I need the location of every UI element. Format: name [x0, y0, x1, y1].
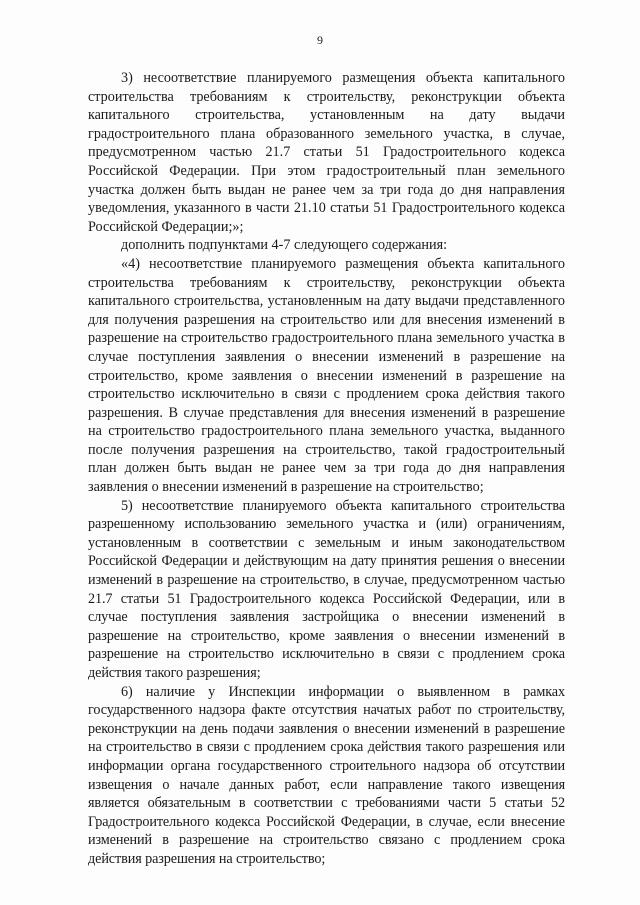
paragraph-item-6: 6) наличие у Инспекции информации о выявленном в рамках государственного надзора факте отсутствия начатых работ по строительству, реконструкции на день подачи заявления о внесении изменений в разрешение на строительство в связи с продлением срока действия такого разрешения или информации органа государственного строительного надзора об отсутствии извещения о начале данных работ, если направление такого извещения является обязательным в соответствии с требованиями части 5 статьи 52 Градостроительного кодекса Российской Федерации, в случае, если внесение изменений в разрешение на строительство связано с продлением срока действия разрешения на строительство;	[88, 683, 565, 867]
paragraph-item-3: 3) несоответствие планируемого размещения объекта капитального строительства требованиям к строительству, реконструкции объекта капитального строительства, установленным на дату выдачи градостроительного плана образованного земельного участка, в случае, предусмотренном частью 21.7 статьи 51 Градостроительного кодекса Российской Федерации. При этом градостроительный план земельного участка должен быть выдан не ранее чем за три года до дня направления уведомления, указанного в части 21.10 статьи 51 Градостроительного кодекса Российской Федерации;»;	[88, 70, 565, 235]
page-number: 9	[317, 33, 323, 47]
paragraph-item-4: «4) несоответствие планируемого размещения объекта капитального строительства требованиям к строительству, реконструкции объекта капитального строительства, установленным на дату выдачи представленного для получения разрешения на строительство или для внесения изменений в разрешение на строительство градостроительного плана земельного участка в случае поступления заявления о внесении изменений в разрешение на строительство, кроме заявления о внесении изменений в разрешение на строительство исключительно в связи с продлением срока действия такого разрешения. В случае представления для внесения изменений в разрешение на строительство градостроительного плана земельного участка, выданного после получения разрешения на строительство, такой градостроительный план должен быть выдан не ранее чем за три года до дня направления заявления о внесении изменений в разрешение на строительство;	[88, 255, 565, 496]
paragraph-addition-intro: дополнить подпунктами 4-7 следующего содержания:	[121, 237, 448, 254]
paragraph-item-5: 5) несоответствие планируемого объекта капитального строительства разрешенному использованию земельного участка и (или) ограничениям, установленным в соответствии с земельным и иным законодательством Российской Федерации и действующим на дату принятия решения о внесении изменений в разрешение на строительство, в случае, предусмотренном частью 21.7 статьи 51 Градостроительного кодекса Российской Федерации, или в случае поступления заявления застройщика о внесении изменений в разрешение на строительство, кроме заявления о внесении изменений в разрешение на строительство исключительно в связи с продлением срока действия такого разрешения;	[88, 497, 565, 681]
document-body	[88, 69, 565, 869]
